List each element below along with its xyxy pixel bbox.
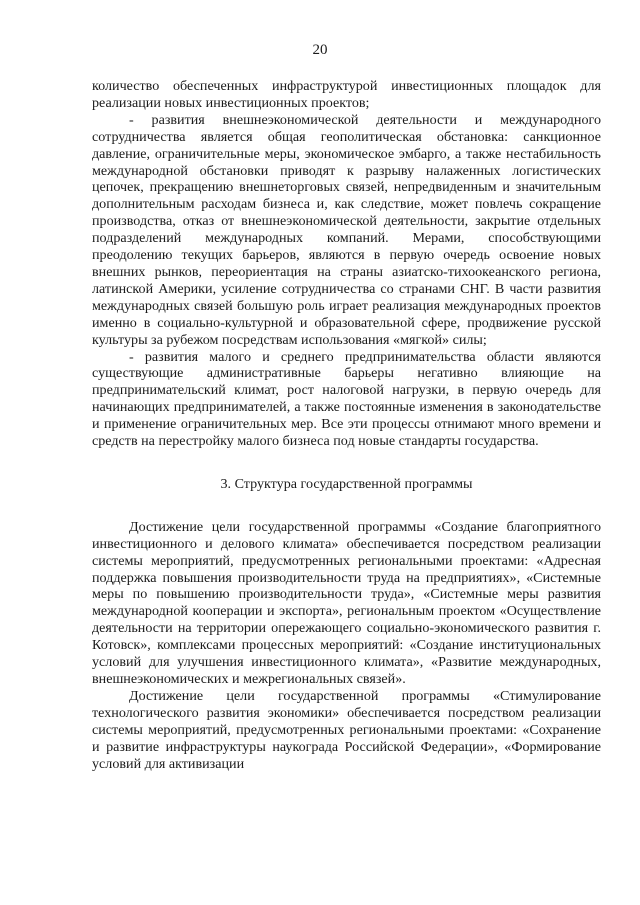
paragraph-small-business-barriers: - развития малого и среднего предпринимательства области являются существующие административные барьеры негативно влияющие на предпринимательский климат, рост налоговой нагрузки, в первую очередь для начинающих предпринимателей, а также постоянные изменения в законодательстве и применение ограничительных мер. Все эти процессы отнимают много времени и средств на перестройку малого бизнеса под новые стандарты государства. (92, 348, 601, 450)
document-body (92, 78, 601, 772)
paragraph-investment-climate-goal: Достижение цели государственной программы «Создание благоприятного инвестиционного и делового климата» обеспечивается посредством реализации системы мероприятий, предусмотренных региональными проектами: «Адресная поддержка повышения производительности труда на предприятиях», «Системные меры по повышению производительности труда», «Системные меры развития международной кооперации и экспорта», региональным проектом «Осуществление деятельности на территории опережающего социально-экономического развития г. Котовск», комплексами процессных мероприятий: «Создание институциональных условий для улучшения инвестиционного климата», «Развитие международных, внешнеэкономических и межрегиональных связей». (92, 518, 601, 687)
section-heading: 3. Структура государственной программы (220, 475, 473, 492)
paragraph-infrastructure-end: количество обеспеченных инфраструктурой инвестиционных площадок для реализации новых инвестиционных проектов; (92, 78, 601, 111)
paragraph-technology-development-goal: Достижение цели государственной программы «Стимулирование технологического развития экономики» обеспечивается посредством реализации системы мероприятий, предусмотренных региональными проектами: «Сохранение и развитие инфраструктуры наукограда Российской Федерации», «Формирование условий для активизации (92, 687, 601, 772)
page-number: 20 (312, 42, 328, 58)
paragraph-foreign-economic-barriers: - развития внешнеэкономической деятельности и международного сотрудничества является общая геополитическая обстановка: санкционное давление, ограничительные меры, экономическое эмбарго, а также нестабильность международной обстановки приводят к разрыву налаженных логистических цепочек, прекращению внешнеторговых связей, непредвиденным и значительным дополнительным расходам бизнеса и, как следствие, может повлечь сокращение производства, отказ от внешнеэкономической деятельности, закрытие отдельных подразделений международных компаний. Мерами, способствующими преодолению текущих барьеров, являются в первую очередь освоение новых внешних рынков, переориентация на страны азиатско-тихоокеанского региона, латинской Америки, усиление сотрудничества со странами СНГ. В части развития международных связей большую роль играет реализация международных проектов именно в социально-культурной и образовательной сфере, продвижение русской культуры за рубежом посредствам использования «мягкой» силы; (92, 111, 601, 348)
